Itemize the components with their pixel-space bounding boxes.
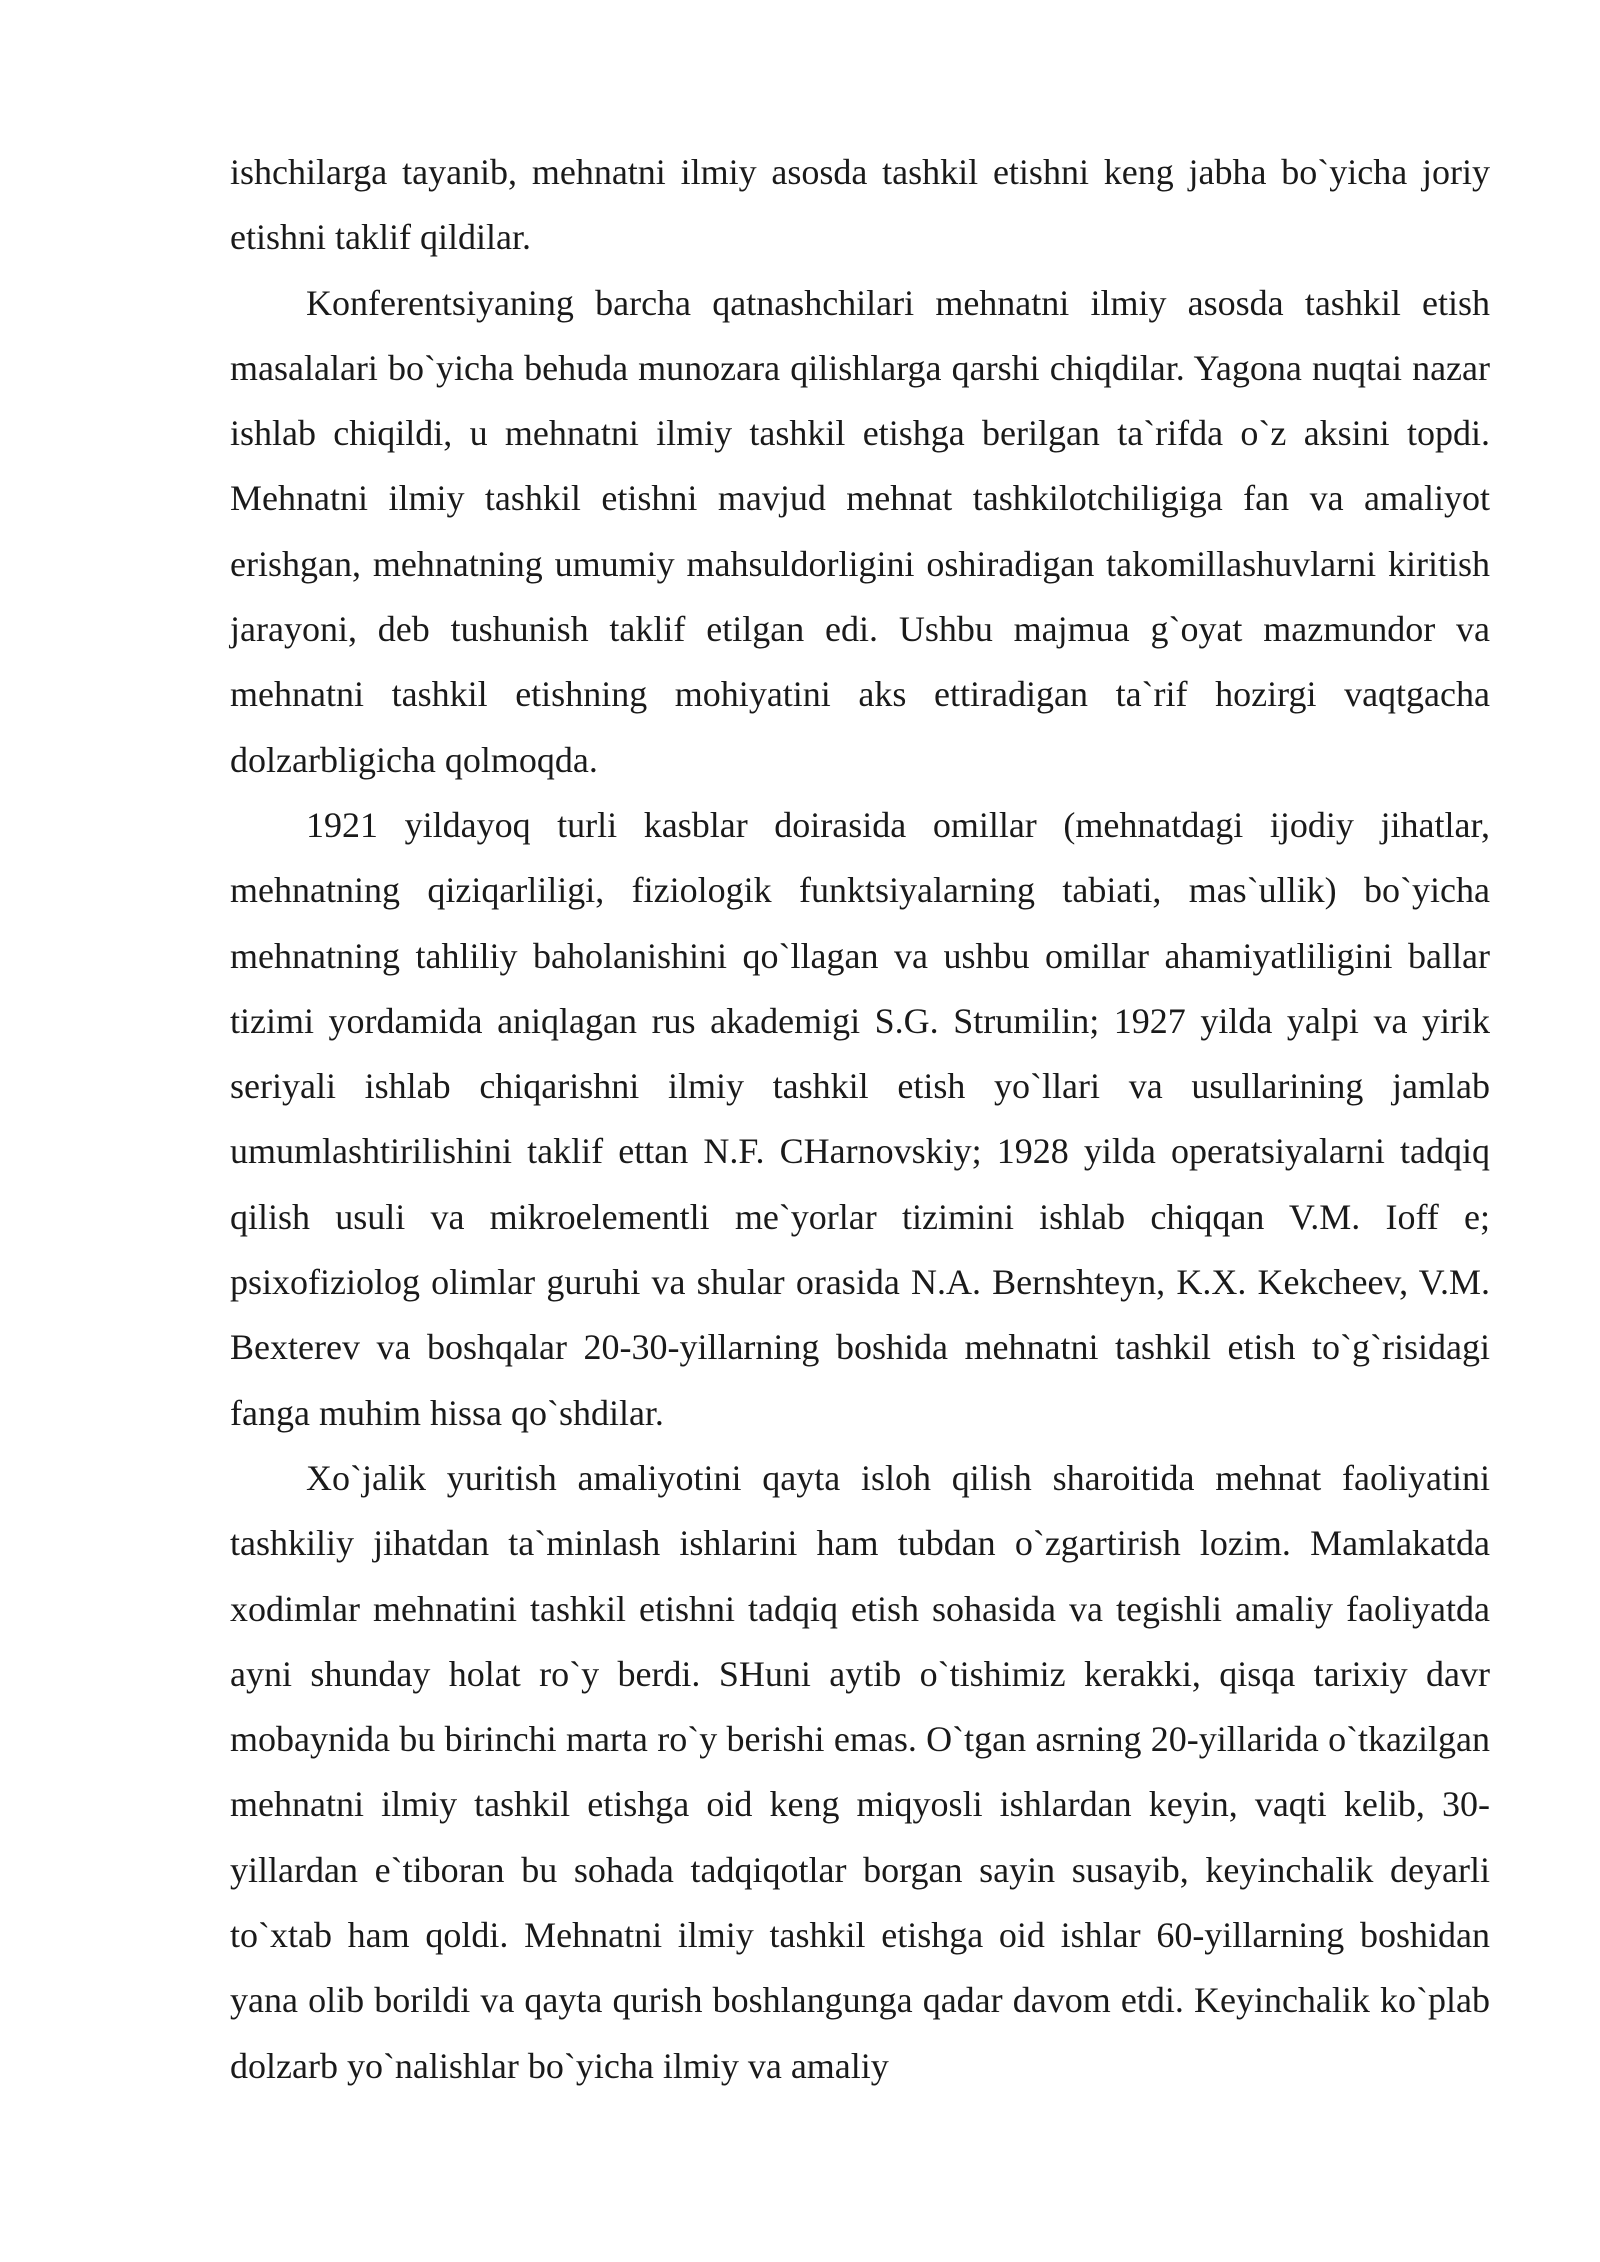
paragraph-4: Xo`jalik yuritish amaliyotini qayta isloh qilish sharoitida mehnat faoliyatini tashkiliy jihatdan ta`minlash ishlarini ham tubdan o`zgartirish lozim. Mamlakatda xodimlar mehnatini tashkil etishni tadqiq etish sohasida va tegishli amaliy faoliyatda ayni shunday holat ro`y berdi. SHuni aytib o`tishimiz kerakki, qisqa tarixiy davr mobaynida bu birinchi marta ro`y berishi emas. O`tgan asrning 20-yillarida o`tkazilgan mehnatni ilmiy tashkil etishga oid keng miqyosli ishlardan keyin, vaqti kelib, 30-yillardan e`tiboran bu sohada tadqiqotlar borgan sayin susayib, keyinchalik deyarli to`xtab ham qoldi. Mehnatni ilmiy tashkil etishga oid ishlar 60-yillarning boshidan yana olib borildi va qayta qurish boshlangunga qadar davom etdi. Keyinchalik ko`plab dolzarb yo`nalishlar bo`yicha ilmiy va amaliy [230,1457,1490,2086]
paragraph-1: ishchilarga tayanib, mehnatni ilmiy asosda tashkil etishni keng jabha bo`yicha joriy etishni taklif qildilar. [230,152,1490,258]
paragraph-3: 1921 yildayoq turli kasblar doirasida omillar (mehnatdagi ijodiy jihatlar, mehnatning qiziqarliligi, fiziologik funktsiyalarning tabiati, mas`ullik) bo`yicha mehnatning tahliliy baholanishini qo`llagan va ushbu omillar ahamiyatliligini ballar tizimi yordamida aniqlagan rus akademigi S.G. Strumilin; 1927 yilda yalpi va yirik seriyali ishlab chiqarishni ilmiy tashkil etish yo`llari va usullarining jamlab umumlashtirilishini taklif ettan N.F. CHarnovskiy; 1928 yilda operatsiyalarni tadqiq qilish usuli va mikroelementli me`yorlar tizimini ishlab chiqqan V.M. Ioff e; psixofiziolog olimlar guruhi va shular orasida N.A. Bernshteyn, K.X. Kekcheev, V.M. Bexterev va boshqalar 20-30-yillarning boshida mehnatni tashkil etish to`g`risidagi fanga muhim hissa qo`shdilar. [230,804,1490,1433]
document-body [230,140,1490,2099]
paragraph-2: Konferentsiyaning barcha qatnashchilari mehnatni ilmiy asosda tashkil etish masalalari bo`yicha behuda munozara qilishlarga qarshi chiqdilar. Yagona nuqtai nazar ishlab chiqildi, u mehnatni ilmiy tashkil etishga berilgan ta`rifda o`z aksini topdi. Mehnatni ilmiy tashkil etishni mavjud mehnat tashkilotchiligiga fan va amaliyot erishgan, mehnatning umumiy mahsuldorligini oshiradigan takomillashuvlarni kiritish jarayoni, deb tushunish taklif etilgan edi. Ushbu majmua g`oyat mazmundor va mehnatni tashkil etishning mohiyatini aks ettiradigan ta`rif hozirgi vaqtgacha dolzarbligicha qolmoqda. [230,282,1490,780]
